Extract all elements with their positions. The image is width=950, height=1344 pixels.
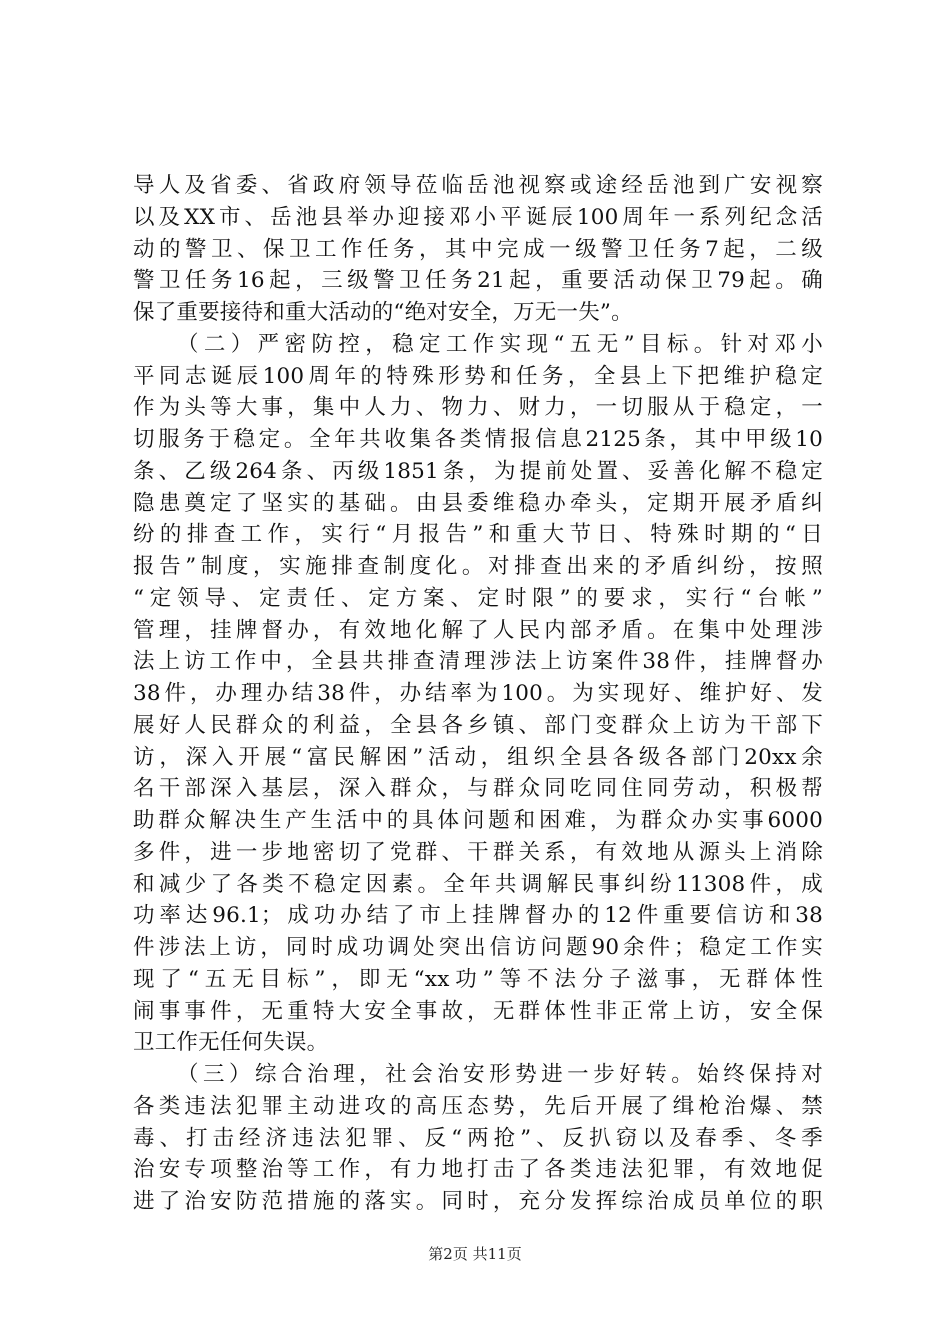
text-line: 报告”制度，实施排查制度化。对排查出来的矛盾纠纷，按照: [133, 554, 823, 579]
text-line: 毒、打击经济违法犯罪、反“两抢”、反扒窃以及春季、冬季: [133, 1125, 823, 1151]
text-line: 隐患奠定了坚实的基础。由县委维稳办牵头，定期开展矛盾纠: [133, 490, 823, 516]
text-line: 导人及省委、省政府领导莅临岳池视察或途经岳池到广安视察: [133, 173, 823, 198]
text-line: 件涉法上访，同时成功调处突出信访问题90余件；稳定工作实: [133, 935, 823, 960]
text-line: 保了重要接待和重大活动的“绝对安全，万无一失”。: [133, 300, 633, 325]
text-line: 管理，挂牌督办，有效地化解了人民内部矛盾。在集中处理涉: [133, 617, 823, 643]
text-line: 各类违法犯罪主动进攻的高压态势，先后开展了缉枪治爆、禁: [133, 1093, 823, 1119]
text-line: 切服务于稳定。全年共收集各类情报信息2125条，其中甲级10: [133, 427, 823, 452]
text-line: 38件，办理办结38件，办结率为100。为实现好、维护好、发: [133, 681, 823, 706]
text-line: 展好人民群众的利益，全县各乡镇、部门变群众上访为干部下: [133, 712, 823, 738]
text-line: 法上访工作中，全县共排查清理涉法上访案件38件，挂牌督办: [133, 649, 823, 675]
text-line: 警卫任务16起，三级警卫任务21起，重要活动保卫79起。确: [133, 268, 823, 294]
text-line: 名干部深入基层，深入群众，与群众同吃同住同劳动，积极帮: [133, 776, 823, 802]
text-line: 治安专项整治等工作，有力地打击了各类违法犯罪，有效地促: [133, 1157, 823, 1183]
text-line: 作为头等大事，集中人力、物力、财力，一切服从于稳定，一: [133, 395, 823, 421]
text-line: 进了治安防范措施的落实。同时，充分发挥综治成员单位的职: [133, 1189, 823, 1214]
page-number: 第2页 共11页: [428, 1245, 522, 1263]
text-line: 动的警卫、保卫工作任务，其中完成一级警卫任务7起，二级: [133, 236, 823, 262]
text-line: 和减少了各类不稳定因素。全年共调解民事纠纷11308件，成: [133, 871, 823, 897]
text-line: 卫工作无任何失误。: [133, 1030, 329, 1056]
text-line: 以及XX市、岳池县举办迎接邓小平诞辰100周年一系列纪念活: [133, 204, 823, 230]
text-line: 现了“五无目标”，即无“xx功”等不法分子滋事，无群体性: [133, 966, 823, 992]
text-line: 功率达96.1；成功办结了市上挂牌督办的12件重要信访和38: [133, 903, 823, 929]
text-line: 闹事事件，无重特大安全事故，无群体性非正常上访，安全保: [133, 998, 823, 1024]
text-line: 多件，进一步地密切了党群、干群关系，有效地从源头上消除: [133, 839, 823, 865]
text-line: （三）综合治理，社会治安形势进一步好转。始终保持对: [177, 1062, 823, 1087]
text-line: 助群众解决生产生活中的具体问题和困难，为群众办实事6000: [133, 808, 823, 833]
text-line: （二）严密防控，稳定工作实现“五无”目标。针对邓小: [177, 331, 823, 357]
page-footer: [0, 1244, 950, 1264]
document-body: [133, 170, 823, 1218]
text-line: “定领导、定责任、定方案、定时限”的要求，实行“台帐”: [133, 585, 823, 611]
text-line: 条、乙级264条、丙级1851条，为提前处置、妥善化解不稳定: [133, 458, 823, 484]
text-line: 纷的排查工作，实行“月报告”和重大节日、特殊时期的“日: [133, 522, 823, 548]
text-line: 平同志诞辰100周年的特殊形势和任务，全县上下把维护稳定: [133, 363, 823, 389]
text-line: 访，深入开展“富民解困”活动，组织全县各级各部门20xx余: [133, 744, 823, 770]
